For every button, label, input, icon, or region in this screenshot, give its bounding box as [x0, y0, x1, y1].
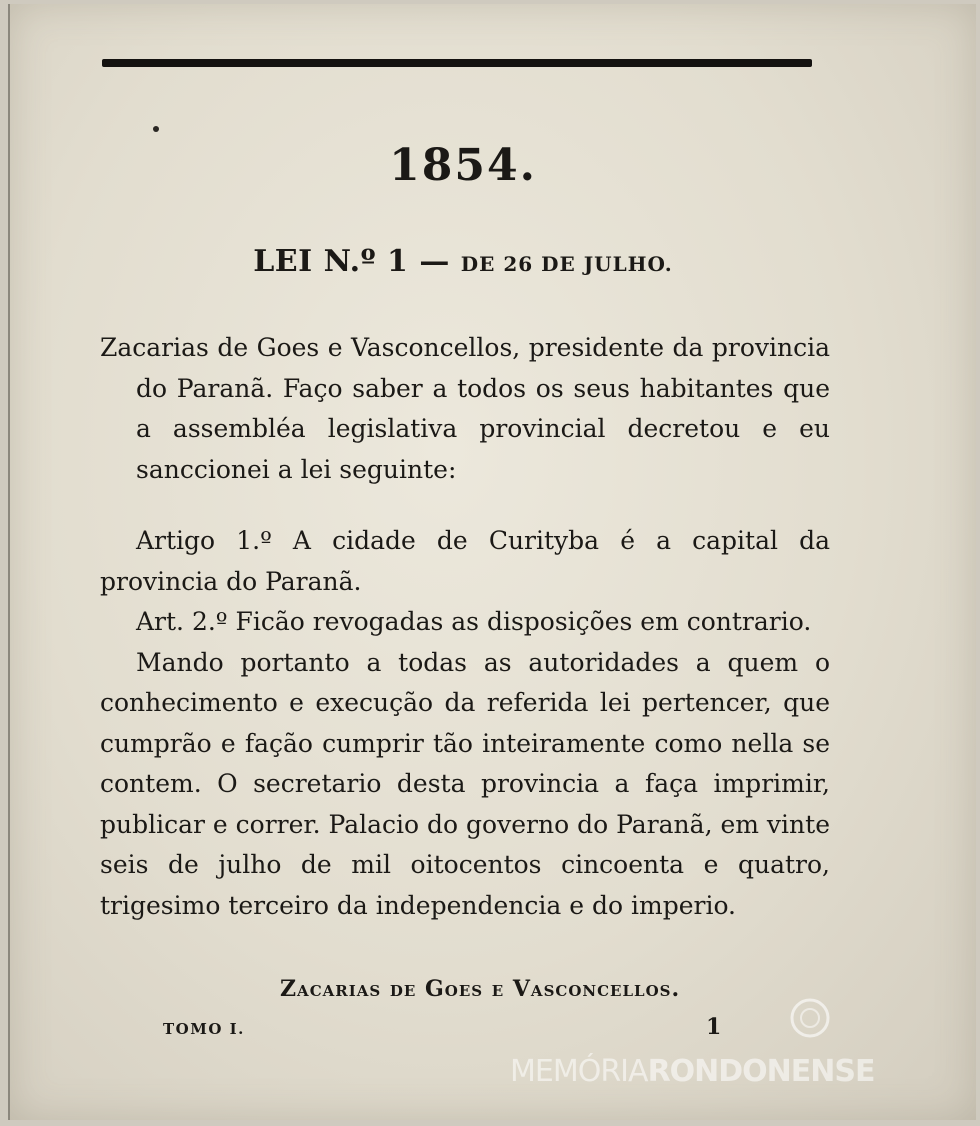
year-heading: 1854. [389, 140, 537, 191]
law-body [100, 328, 830, 926]
document-page [8, 4, 976, 1120]
volume-label: TOMO I. [163, 1020, 245, 1038]
top-rule [102, 59, 812, 67]
law-title [10, 244, 916, 279]
watermark-part-2: RONDONENSE [647, 1054, 875, 1089]
watermark-part-1: MEMÓRIA [510, 1054, 648, 1089]
watermark-logo-icon [780, 996, 840, 1052]
intro-paragraph: Zacarias de Goes e Vasconcellos, presidente da provincia do Paranã. Faço saber a todos os seus habitantes que a assembléa legislativa provincial decretou e eu sanccionei a lei seguinte: [100, 333, 830, 484]
article-2: Art. 2.º Ficão revogadas as disposições em contrario. [136, 607, 812, 636]
law-date: DE 26 DE JULHO. [460, 252, 673, 276]
watermark [510, 1054, 950, 1089]
page-number: 1 [706, 1014, 722, 1040]
article-1: Artigo 1.º A cidade de Curityba é a capital da provincia do Paranã. [100, 526, 830, 596]
signature: Zacarias de Goes e Vasconcellos. [280, 976, 681, 1002]
law-number: LEI N.º 1 — [253, 244, 461, 279]
ink-spot [153, 126, 159, 132]
closing-paragraph: Mando portanto a todas as autoridades a quem o conhecimento e execução da referida lei pertencer, que cumprão e fação cumprir tão inteiramente como nella se contem. O secretario desta provincia a faça imprimir, publicar e correr. Palacio do governo do Paranã, em vinte seis de julho de mil oitocentos cincoenta e quatro, trigesimo terceiro da independencia e do imperio. [100, 647, 830, 920]
